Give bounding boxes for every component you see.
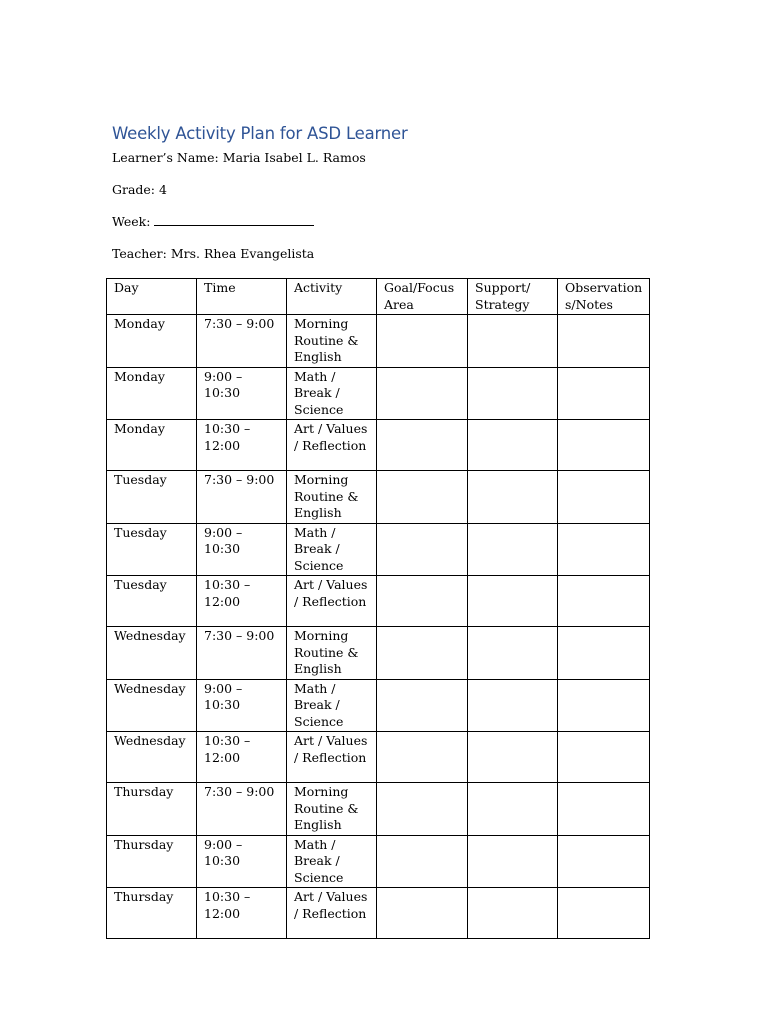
cell-goal[interactable]	[377, 367, 468, 420]
cell-goal[interactable]	[377, 835, 468, 888]
cell-support[interactable]	[468, 888, 558, 939]
table-row	[107, 420, 650, 471]
cell-day: Monday	[107, 315, 197, 368]
cell-support[interactable]	[468, 783, 558, 836]
cell-activity: Morning Routine & English	[287, 315, 377, 368]
learner-name-value: Maria Isabel L. Ramos	[222, 150, 366, 165]
cell-notes[interactable]	[558, 367, 650, 420]
cell-goal[interactable]	[377, 783, 468, 836]
cell-notes[interactable]	[558, 523, 650, 576]
cell-day: Wednesday	[107, 732, 197, 783]
cell-support[interactable]	[468, 420, 558, 471]
header-goal-focus-area: Goal/Focus Area	[377, 279, 468, 315]
header-time: Time	[197, 279, 287, 315]
cell-activity: Art / Values / Reflection	[287, 888, 377, 939]
grade-label: Grade:	[112, 182, 156, 197]
cell-support[interactable]	[468, 732, 558, 783]
cell-day: Thursday	[107, 835, 197, 888]
cell-goal[interactable]	[377, 576, 468, 627]
cell-time: 9:00 – 10:30	[197, 835, 287, 888]
table-row	[107, 471, 650, 524]
cell-time: 7:30 – 9:00	[197, 783, 287, 836]
cell-activity: Math / Break / Science	[287, 523, 377, 576]
cell-support[interactable]	[468, 627, 558, 680]
cell-time: 10:30 – 12:00	[197, 420, 287, 471]
cell-notes[interactable]	[558, 888, 650, 939]
cell-notes[interactable]	[558, 471, 650, 524]
table-row	[107, 576, 650, 627]
cell-support[interactable]	[468, 367, 558, 420]
week-blank	[154, 215, 314, 226]
cell-goal[interactable]	[377, 627, 468, 680]
cell-activity: Morning Routine & English	[287, 783, 377, 836]
cell-time: 7:30 – 9:00	[197, 471, 287, 524]
cell-notes[interactable]	[558, 679, 650, 732]
cell-time: 9:00 – 10:30	[197, 679, 287, 732]
table-row	[107, 679, 650, 732]
cell-day: Tuesday	[107, 576, 197, 627]
cell-notes[interactable]	[558, 420, 650, 471]
cell-day: Monday	[107, 367, 197, 420]
table-row	[107, 732, 650, 783]
week-line	[112, 214, 314, 229]
cell-goal[interactable]	[377, 315, 468, 368]
cell-day: Wednesday	[107, 679, 197, 732]
cell-time: 9:00 – 10:30	[197, 367, 287, 420]
header-day: Day	[107, 279, 197, 315]
cell-time: 7:30 – 9:00	[197, 627, 287, 680]
table-row	[107, 523, 650, 576]
cell-activity: Morning Routine & English	[287, 471, 377, 524]
cell-day: Thursday	[107, 783, 197, 836]
cell-goal[interactable]	[377, 523, 468, 576]
cell-notes[interactable]	[558, 835, 650, 888]
cell-day: Wednesday	[107, 627, 197, 680]
table-row	[107, 888, 650, 939]
cell-day: Tuesday	[107, 523, 197, 576]
cell-activity: Art / Values / Reflection	[287, 732, 377, 783]
header-support-strategy: Support/ Strategy	[468, 279, 558, 315]
cell-time: 10:30 – 12:00	[197, 732, 287, 783]
cell-notes[interactable]	[558, 576, 650, 627]
activity-plan-table	[106, 278, 650, 939]
cell-activity: Math / Break / Science	[287, 367, 377, 420]
cell-time: 9:00 – 10:30	[197, 523, 287, 576]
cell-support[interactable]	[468, 315, 558, 368]
cell-support[interactable]	[468, 471, 558, 524]
cell-activity: Math / Break / Science	[287, 835, 377, 888]
cell-support[interactable]	[468, 679, 558, 732]
cell-goal[interactable]	[377, 888, 468, 939]
table-row	[107, 835, 650, 888]
cell-notes[interactable]	[558, 732, 650, 783]
cell-notes[interactable]	[558, 783, 650, 836]
document-title: Weekly Activity Plan for ASD Learner	[112, 124, 408, 143]
week-label: Week:	[112, 214, 151, 229]
cell-time: 10:30 – 12:00	[197, 888, 287, 939]
cell-support[interactable]	[468, 835, 558, 888]
header-activity: Activity	[287, 279, 377, 315]
cell-day: Thursday	[107, 888, 197, 939]
grade-value: 4	[159, 182, 167, 197]
cell-activity: Art / Values / Reflection	[287, 420, 377, 471]
cell-activity: Math / Break / Science	[287, 679, 377, 732]
cell-notes[interactable]	[558, 627, 650, 680]
cell-time: 7:30 – 9:00	[197, 315, 287, 368]
teacher-label: Teacher:	[112, 246, 167, 261]
learner-name-label: Learner’s Name:	[112, 150, 219, 165]
cell-support[interactable]	[468, 523, 558, 576]
cell-day: Monday	[107, 420, 197, 471]
learner-name-line	[112, 150, 366, 165]
cell-goal[interactable]	[377, 420, 468, 471]
table-row	[107, 783, 650, 836]
table-header-row	[107, 279, 650, 315]
cell-goal[interactable]	[377, 471, 468, 524]
cell-goal[interactable]	[377, 732, 468, 783]
table-row	[107, 627, 650, 680]
cell-activity: Morning Routine & English	[287, 627, 377, 680]
table-row	[107, 315, 650, 368]
table-row	[107, 367, 650, 420]
cell-activity: Art / Values / Reflection	[287, 576, 377, 627]
cell-time: 10:30 – 12:00	[197, 576, 287, 627]
grade-line	[112, 182, 167, 197]
cell-goal[interactable]	[377, 679, 468, 732]
header-observations-notes: Observation s/Notes	[558, 279, 650, 315]
cell-notes[interactable]	[558, 315, 650, 368]
cell-support[interactable]	[468, 576, 558, 627]
teacher-value: Mrs. Rhea Evangelista	[170, 246, 315, 261]
teacher-line	[112, 246, 314, 261]
cell-day: Tuesday	[107, 471, 197, 524]
